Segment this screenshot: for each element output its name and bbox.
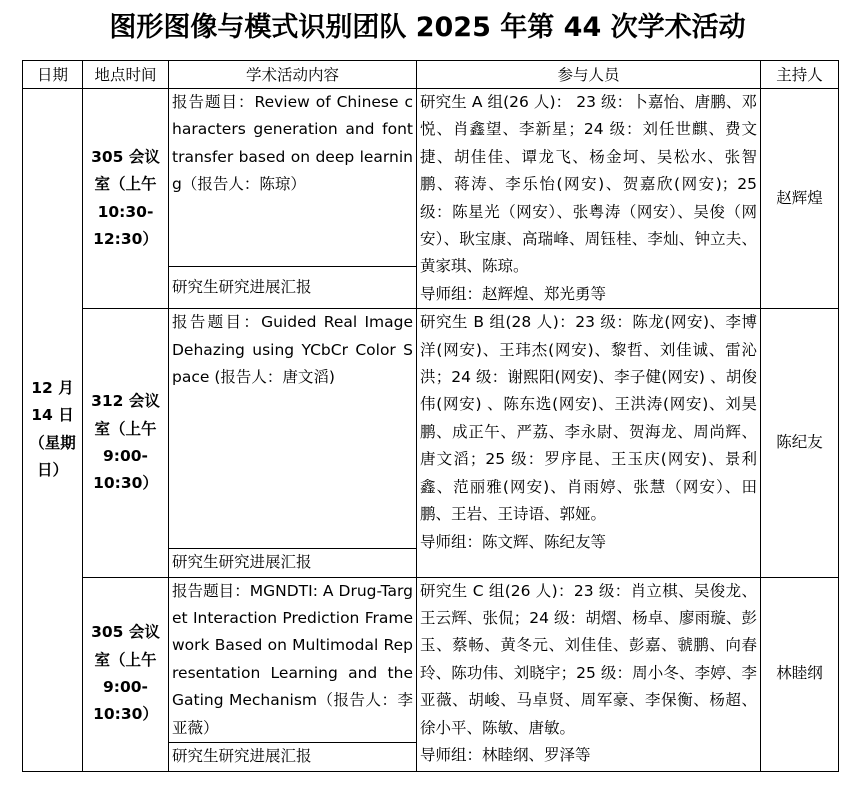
session-1-report: 报告题目：Review of Chinese characters generation and font transfer based on deep learning（报告人：陈琼） — [169, 89, 417, 267]
session-3-advisors: 导师组：林睦纲、罗泽等 — [420, 746, 591, 765]
session-2-participants-cell — [417, 309, 761, 577]
session-2-advisors: 导师组：陈文辉、陈纪友等 — [420, 532, 607, 551]
session-1-host: 赵辉煌 — [761, 89, 839, 309]
date-cell: 12 月 14 日（星期日） — [23, 89, 83, 772]
session-3-progress: 研究生研究进展汇报 — [169, 743, 417, 771]
header-row — [23, 61, 839, 89]
session-3-participants: 研究生 C 组(26 人)：23 级：肖立棋、吴俊龙、王云辉、张侃；24 级：胡熠、杨卓、廖雨璇、彭玉、蔡畅、黄冬元、刘佳佳、彭嘉、虢鹏、向春玲、陈功伟、刘晓宇；25 级：周小冬、李婷、李亚薇、胡峻、马卓贤、周军豪、李保衡、杨超、徐小平、陈敏、唐敏。 — [420, 581, 757, 737]
session-3-report: 报告题目：MGNDTI: A Drug-Target Interaction Prediction Framework Based on Multimodal Representation Learning and the Gating Mechanism（报告人：李亚薇） — [169, 577, 417, 742]
session-2-report-row — [23, 309, 839, 549]
session-1-participants: 研究生 A 组(26 人)： 23 级：卜嘉怡、唐鹏、邓悦、肖鑫望、李新星；24 级：刘任世麒、费文捷、胡佳佳、谭龙飞、杨金坷、吴松水、张智鹏、蒋涛、李乐怡(网安)、贺嘉欣(网安)；25 级：陈星光（网安）、张粤涛（网安）、吴俊（网安）、耿宝康、高瑞峰、周钰桂、李灿、钟立夫、黄家琪、陈琼。 — [420, 93, 757, 276]
session-3-host: 林睦纲 — [761, 577, 839, 771]
header-host: 主持人 — [761, 61, 839, 89]
session-1-advisors: 导师组：赵辉煌、郑光勇等 — [420, 284, 607, 303]
session-2-participants: 研究生 B 组(28 人)：23 级：陈龙(网安)、李博洋(网安)、王玮杰(网安)、黎哲、刘佳诚、雷沁洪；24 级：谢熙阳(网安)、李子健(网安) 、胡俊伟(网安) 、陈东选(网安)、王洪涛(网安)、刘昊鹏、成正午、严荔、李永尉、贺海龙、周尚辉、唐文滔；25 级：罗序昆、王玉庆(网安)、景利鑫、范丽雅(网安)、肖雨婷、张慧（网安）、田鹏、王岩、王诗语、郭娅。 — [420, 313, 757, 524]
session-3-report-row — [23, 577, 839, 742]
session-1-location: 305 会议室（上午 10:30-12:30） — [83, 89, 169, 309]
session-3-location: 305 会议室（上午 9:00-10:30） — [83, 577, 169, 771]
session-2-progress: 研究生研究进展汇报 — [169, 549, 417, 577]
header-content: 学术活动内容 — [169, 61, 417, 89]
schedule-table — [22, 60, 839, 772]
session-2-report: 报告题目：Guided Real Image Dehazing using YCbCr Color Space (报告人：唐文滔) — [169, 309, 417, 549]
session-2-location: 312 会议室（上午 9:00-10:30） — [83, 309, 169, 577]
header-date: 日期 — [23, 61, 83, 89]
header-location: 地点时间 — [83, 61, 169, 89]
session-1-report-row — [23, 89, 839, 267]
session-2-host: 陈纪友 — [761, 309, 839, 577]
session-1-progress: 研究生研究进展汇报 — [169, 266, 417, 308]
header-participants: 参与人员 — [417, 61, 761, 89]
page-title: 图形图像与模式识别团队 2025 年第 44 次学术活动 — [109, 12, 746, 43]
session-1-participants-cell — [417, 89, 761, 309]
session-3-participants-cell — [417, 577, 761, 771]
